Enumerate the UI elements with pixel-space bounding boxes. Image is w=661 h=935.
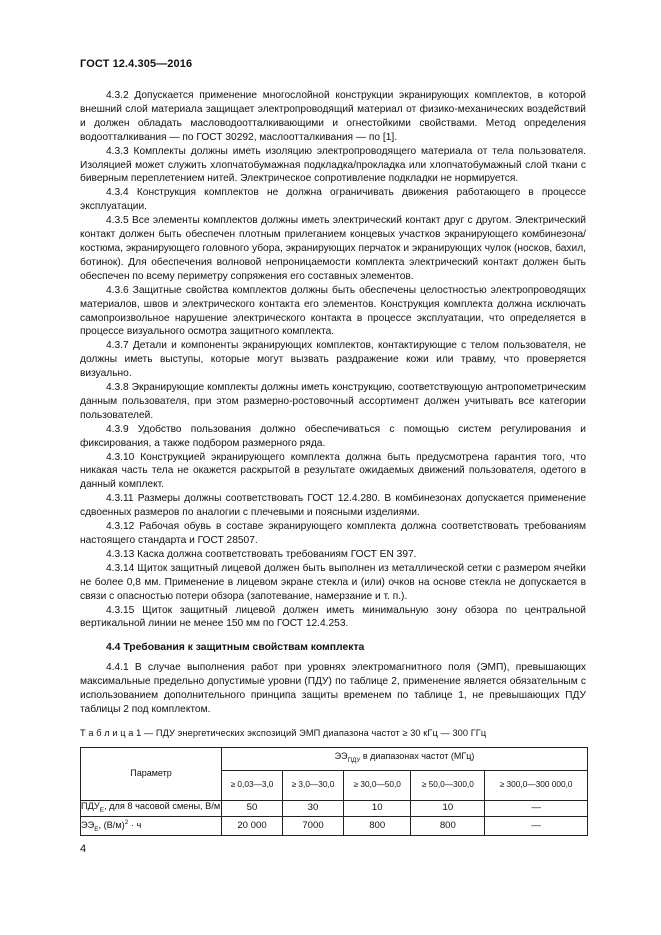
- pdu-table: [80, 747, 588, 836]
- table-header-row: [81, 747, 588, 770]
- paragraph-4-3-10: 4.3.10 Конструкцией экранирующего комплекта должна быть предусмотрена гарантия того, что никакая часть тела не окажется раскрытой в результате ожидаемых движений пользователя, одетого в данный комплект.: [80, 451, 586, 491]
- table-cell: —: [485, 800, 588, 816]
- row1-label-rest: , для 8 часовой смены, В/м: [104, 800, 221, 811]
- section-title: 4.4 Требования к защитным свойствам комплекта: [106, 642, 365, 654]
- row2-label-end: · ч: [128, 819, 142, 830]
- table-cell: 10: [344, 800, 411, 816]
- paragraph-4-3-4: 4.3.4 Конструкция комплектов не должна ограничивать движения работающего в процессе эксплуатации.: [80, 187, 586, 213]
- group-header-main: ЭЭ: [334, 750, 348, 761]
- row-label-ee: [81, 816, 222, 835]
- paragraph-4-3-6: 4.3.6 Защитные свойства комплектов должны быть обеспечены целостностью электропроводящих материалов, швов и электрического контакта его элементов. Конструкция комплекта должна исключать самопроизвольное нарушение электрического контакта в процессе эксплуатации, что определяется в процессе визуального осмотра защитного комплекта.: [80, 284, 586, 338]
- row1-label-sub: E: [99, 806, 105, 814]
- table-cell: 30: [283, 800, 344, 816]
- row2-label-sub: E: [94, 825, 99, 833]
- paragraph-4-3-11: 4.3.11 Размеры должны соответствовать ГОСТ 12.4.280. В комбинезонах допускается применение сдвоенных размеров по аналогии с плечевыми и поясными изделиями.: [80, 493, 586, 519]
- paragraph-4-3-8: 4.3.8 Экранирующие комплекты должны иметь конструкцию, соответствующую антропометрическим данным пользователя, при этом размерно-ростовочный ассортимент должен учитывать все категории пользователей.: [80, 382, 586, 421]
- row2-label-sup: 2: [124, 818, 129, 826]
- table-caption-text: 1 — ПДУ энергетических экспозиций ЭМП диапазона частот ≥ 30 кГц — 300 ГГц: [136, 727, 487, 738]
- paragraph-4-3-2: 4.3.2 Допускается применение многослойной конструкции экранирующих комплектов, в которой внешний слой материала защищает электропроводящий материал от физико-механических воздействий и должен обладать масловодоотталкивающими и огнестойкими свойствами. Метод определения водоотталкивания — по ГОСТ 30292, маслоотталкивания — по [1].: [80, 90, 586, 143]
- table-row: [81, 800, 588, 816]
- paragraph-4-3-15: 4.3.15 Щиток защитный лицевой должен иметь минимальную зону обзора по центральной вертикальной линии не менее 150 мм по ГОСТ 12.4.253.: [80, 604, 586, 630]
- paragraph-4-3-9: 4.3.9 Удобство пользования должно обеспечиваться с помощью систем регулирования и фиксирования, а также подбором размерного ряда.: [80, 423, 586, 449]
- row2-label-main: ЭЭ: [81, 819, 95, 830]
- table-row: [81, 816, 588, 835]
- table-cell: —: [485, 816, 588, 835]
- paragraph-4-3-13: 4.3.13 Каска должна соответствовать требованиям ГОСТ EN 397.: [106, 548, 417, 560]
- paragraph-4-4-1: 4.4.1 В случае выполнения работ при уровнях электромагнитного поля (ЭМП), превышающих максимальные предельно допустимые уровни (ПДУ) по таблице 2, применение является обязательным с использованием дополнительного принципа защиты временем по таблице 1, не превышающих ПДУ таблицы 2 под комплектом.: [80, 662, 586, 715]
- table-cell: 800: [411, 816, 485, 835]
- param-header: Параметр: [81, 747, 222, 800]
- table-caption: [80, 727, 586, 741]
- table-cell: 10: [411, 800, 485, 816]
- range-header: ≥ 300,0—300 000,0: [485, 770, 588, 800]
- row1-label-main: ПДУ: [81, 800, 100, 811]
- row-label-pdu: [81, 800, 222, 816]
- table-cell: 50: [222, 800, 283, 816]
- range-header: ≥ 50,0—300,0: [411, 770, 485, 800]
- document-header: ГОСТ 12.4.305—2016: [80, 58, 193, 70]
- range-group-header: [222, 747, 588, 770]
- group-header-sub: ПДУ: [347, 756, 361, 764]
- row2-label-mid: , (В/м): [98, 819, 125, 830]
- page-number: 4: [80, 843, 87, 855]
- paragraph-4-3-5: 4.3.5 Все элементы комплектов должны иметь электрический контакт друг с другом. Электрический контакт должен быть обеспечен плотным прилеганием концевых участков экранирующего комбинезона/костюма, экранирующего головного убора, экранирующих перчаток и экранирующих чулок (носков, бахил, ботинок). Для обеспечения волновой непроницаемости комплекта электрический контакт должен быть обеспечен по всему периметру сопряжения его составных элементов.: [80, 215, 586, 282]
- paragraph-4-3-3: 4.3.3 Комплекты должны иметь изоляцию электропроводящего материала от тела пользователя. Изоляцией может служить хлопчатобумажная подкладка/прокладка или хлопчатобумажный слой ткани с биверным переплетением нитей. Электрическое сопротивление подкладки не нормируется.: [80, 145, 586, 185]
- range-header: ≥ 30,0—50,0: [344, 770, 411, 800]
- group-header-rest: в диапазонах частот (МГц): [360, 750, 475, 761]
- table-cell: 7000: [283, 816, 344, 835]
- range-header: ≥ 0,03—3,0: [222, 770, 283, 800]
- table-cell: 800: [344, 816, 411, 835]
- range-header: ≥ 3,0—30,0: [283, 770, 344, 800]
- paragraph-4-3-14: 4.3.14 Щиток защитный лицевой должен быть выполнен из металлической сетки с размером ячейки не более 0,8 мм. Применение в лицевом экране стекла и (или) очков на основе стекла не допускается в связи с опасностью потери обзора (запотевание, намерзание и т. п.).: [80, 562, 586, 602]
- paragraph-4-3-12: 4.3.12 Рабочая обувь в составе экранирующего комплекта должна соответствовать требованиям настоящего стандарта и ГОСТ 28507.: [80, 521, 586, 546]
- document-body: [80, 89, 586, 836]
- table-cell: 20 000: [222, 816, 283, 835]
- table-caption-label: Т а б л и ц а: [80, 727, 134, 738]
- paragraph-4-3-7: 4.3.7 Детали и компоненты экранирующих комплектов, контактирующие с телом пользователя, не должны иметь выступы, которые могут вызвать раздражение кожи или травму, что проверяется визуально.: [80, 340, 586, 380]
